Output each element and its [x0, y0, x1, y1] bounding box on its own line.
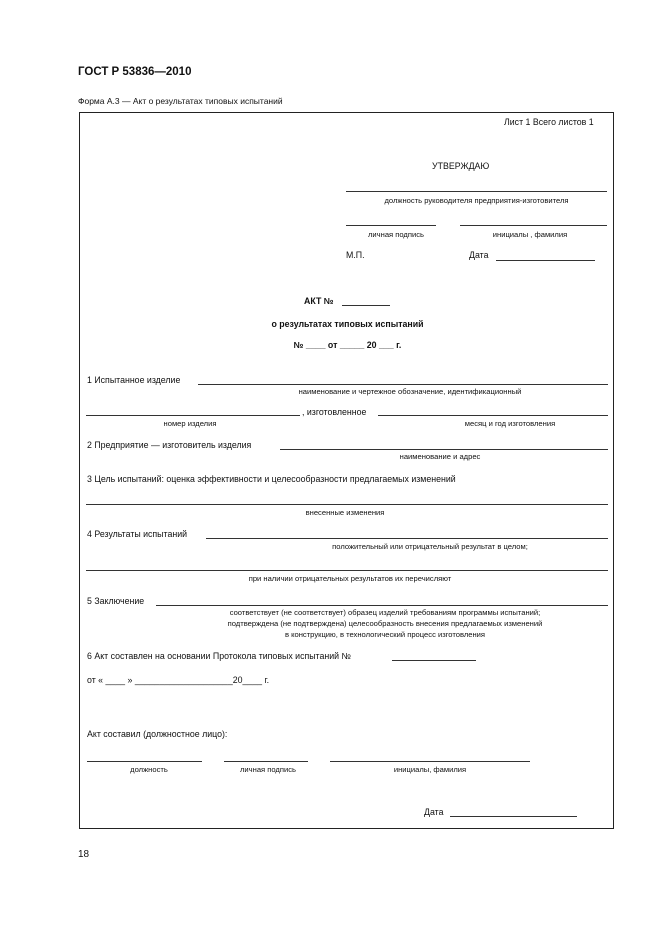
compiled-name-line	[330, 761, 530, 762]
item-1-date-caption: месяц и год изготовления	[464, 419, 556, 428]
item-3-caption: внесенные изменения	[305, 508, 385, 517]
approve-date-label: Дата	[469, 250, 489, 260]
item-5-caption-1: соответствует (не соответствует) образец изделий требованиям программы испытаний;	[229, 608, 541, 617]
item-1-caption: наименование и чертежное обозначение, идентификационный	[298, 387, 522, 396]
standard-designation: ГОСТ Р 53836—2010	[78, 66, 192, 78]
protocol-number-line	[392, 660, 476, 661]
item-3-label: 3 Цель испытаний: оценка эффективности и целесообразности предлагаемых изменений	[87, 474, 456, 484]
item-1-number-line	[86, 415, 300, 416]
act-subtitle: о результатах типовых испытаний	[271, 319, 424, 329]
name-caption: инициалы , фамилия	[492, 230, 568, 239]
page-number: 18	[78, 849, 90, 860]
item-3-line	[86, 504, 608, 505]
item-4-line-2	[86, 570, 608, 571]
compiled-name-caption: инициалы, фамилия	[393, 765, 467, 774]
item-4-caption: положительный или отрицательный результат в целом;	[332, 542, 528, 551]
item-2-caption: наименование и адрес	[399, 452, 481, 461]
item-4-line	[206, 538, 608, 539]
item-2-label: 2 Предприятие — изготовитель изделия	[87, 440, 252, 450]
compiled-label: Акт составил (должностное лицо):	[87, 729, 228, 739]
item-5-line	[156, 605, 608, 606]
form-caption: Форма А.3 — Акт о результатах типовых испытаний	[78, 96, 283, 106]
position-caption: должность руководителя предприятия-изготовителя	[384, 196, 569, 205]
item-5-caption-3: в конструкцию, в технологический процесс изготовления	[284, 630, 486, 639]
compiled-position-caption: должность	[130, 765, 168, 774]
compiled-date-label: Дата	[424, 807, 444, 817]
act-title: АКТ №	[304, 296, 334, 306]
signature-line	[346, 225, 436, 226]
name-line	[460, 225, 607, 226]
compiled-signature-line	[224, 761, 308, 762]
item-6-date: от « ____ » ____________________20____ г.	[87, 675, 270, 685]
item-1-line	[198, 384, 608, 385]
sheet-info: Лист 1 Всего листов 1	[504, 117, 594, 127]
item-4-caption-2: при наличии отрицательных результатов их перечисляют	[248, 574, 452, 583]
approve-date-line	[496, 260, 595, 261]
item-5-label: 5 Заключение	[87, 596, 145, 606]
item-2-line	[280, 449, 608, 450]
item-1-label: 1 Испытанное изделие	[87, 375, 181, 385]
compiled-position-line	[87, 761, 202, 762]
position-line	[346, 191, 607, 192]
item-4-label: 4 Результаты испытаний	[87, 529, 188, 539]
signature-caption: личная подпись	[368, 230, 424, 239]
item-1-made: , изготовленное	[302, 407, 367, 417]
act-number-line	[342, 305, 390, 306]
act-number-date: № ____ от _____ 20 ___ г.	[293, 340, 402, 350]
stamp-label: М.П.	[346, 250, 365, 260]
approve-title: УТВЕРЖДАЮ	[432, 161, 490, 171]
form-frame	[79, 112, 614, 829]
item-5-caption-2: подтверждена (не подтверждена) целесообразность внесения предлагаемых изменений	[227, 619, 543, 628]
item-1-number-caption: номер изделия	[163, 419, 217, 428]
item-1-date-line	[378, 415, 608, 416]
item-6-label: 6 Акт составлен на основании Протокола типовых испытаний №	[87, 651, 351, 661]
compiled-date-line	[450, 816, 577, 817]
compiled-signature-caption: личная подпись	[240, 765, 296, 774]
